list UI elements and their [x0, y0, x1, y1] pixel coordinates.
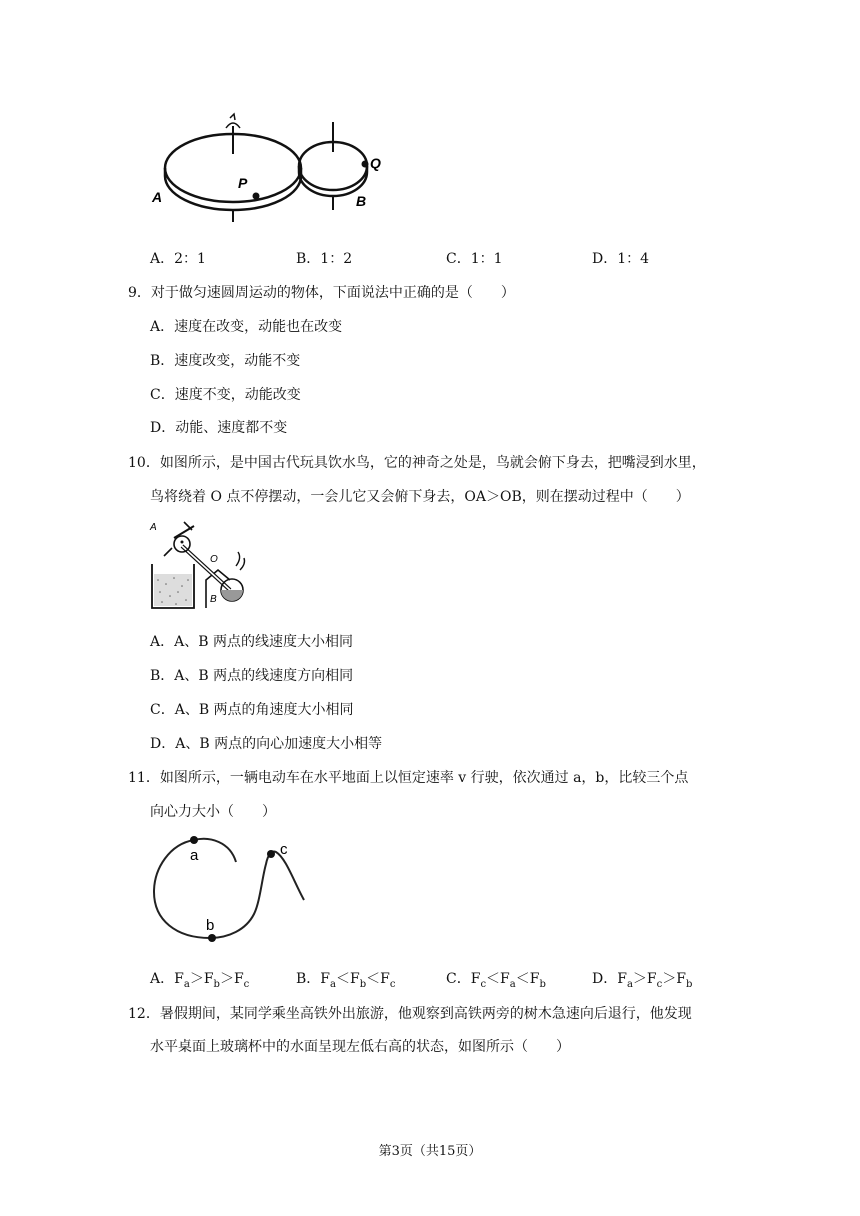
q9-option-b[interactable]: B．速度改变，动能不变 [150, 353, 301, 369]
q10-drinking-bird-figure [148, 516, 258, 612]
point-b [208, 934, 216, 942]
q10-option-b[interactable]: B．A、B 两点的线速度方向相同 [150, 668, 354, 684]
q8-pulley-figure [150, 108, 410, 228]
q10-option-d[interactable]: D．A、B 两点的向心加速度大小相等 [150, 736, 383, 752]
q8-option-c[interactable]: C．1：1 [446, 251, 503, 267]
page-footer: 第3页（共15页） [378, 1144, 482, 1159]
label-a: a [190, 847, 199, 864]
label-a: A [152, 189, 163, 205]
label-p: P [238, 175, 248, 191]
label-q: Q [370, 155, 381, 171]
q11-option-d[interactable]: D．$F_a>F_c>F_b$ [592, 971, 693, 990]
label-b: b [206, 917, 215, 934]
point-q [362, 161, 369, 168]
q10-option-c[interactable]: C．A、B 两点的角速度大小相同 [150, 702, 354, 718]
q11-stem-line1: 11．如图所示，一辆电动车在水平地面上以恒定速率 v 行驶，依次通过 a，b，比较三个点 [128, 770, 689, 786]
q11-options [150, 968, 710, 988]
q8-option-b[interactable]: B．1：2 [296, 251, 353, 267]
q10-option-a[interactable]: A．A、B 两点的线速度大小相同 [150, 634, 353, 650]
q9-option-d[interactable]: D．动能、速度都不变 [150, 420, 288, 436]
label-c: c [280, 841, 288, 858]
label-b: B [210, 594, 217, 605]
q10-stem-line1: 10．如图所示，是中国古代玩具饮水鸟，它的神奇之处是，鸟就会俯下身去，把嘴浸到水里， [128, 455, 706, 471]
point-p [253, 193, 260, 200]
q9-option-c[interactable]: C．速度不变，动能改变 [150, 387, 301, 403]
point-c [267, 850, 275, 858]
q9-option-a[interactable]: A．速度在改变，动能也在改变 [150, 319, 343, 335]
q8-options [150, 248, 710, 268]
q11-option-c[interactable]: C．$F_c<F_a<F_b$ [446, 971, 546, 990]
q9-stem: 9．对于做匀速圆周运动的物体，下面说法中正确的是（ ） [128, 285, 515, 301]
q11-option-b[interactable]: B．$F_a<F_b<F_c$ [296, 971, 396, 990]
q8-option-d[interactable]: D．1：4 [592, 251, 650, 267]
label-o: O [210, 554, 218, 565]
q12-stem-line1: 12．暑假期间，某同学乘坐高铁外出旅游，他观察到高铁两旁的树木急速向后退行，他发现 [128, 1006, 692, 1022]
q11-track-figure [150, 828, 310, 948]
q11-option-a[interactable]: A．$F_a>F_b>F_c$ [150, 971, 250, 990]
label-a: A [150, 522, 157, 533]
q12-stem-line2: 水平桌面上玻璃杯中的水面呈现左低右高的状态，如图所示（ ） [150, 1039, 570, 1055]
point-a [190, 836, 198, 844]
q11-stem-line2: 向心力大小（ ） [150, 804, 276, 820]
q10-stem-line2: 鸟将绕着 O 点不停摆动，一会儿它又会俯下身去，OA＞OB，则在摆动过程中（ ） [150, 489, 690, 505]
label-b: B [356, 193, 367, 209]
q8-option-a[interactable]: A．2：1 [150, 251, 206, 267]
